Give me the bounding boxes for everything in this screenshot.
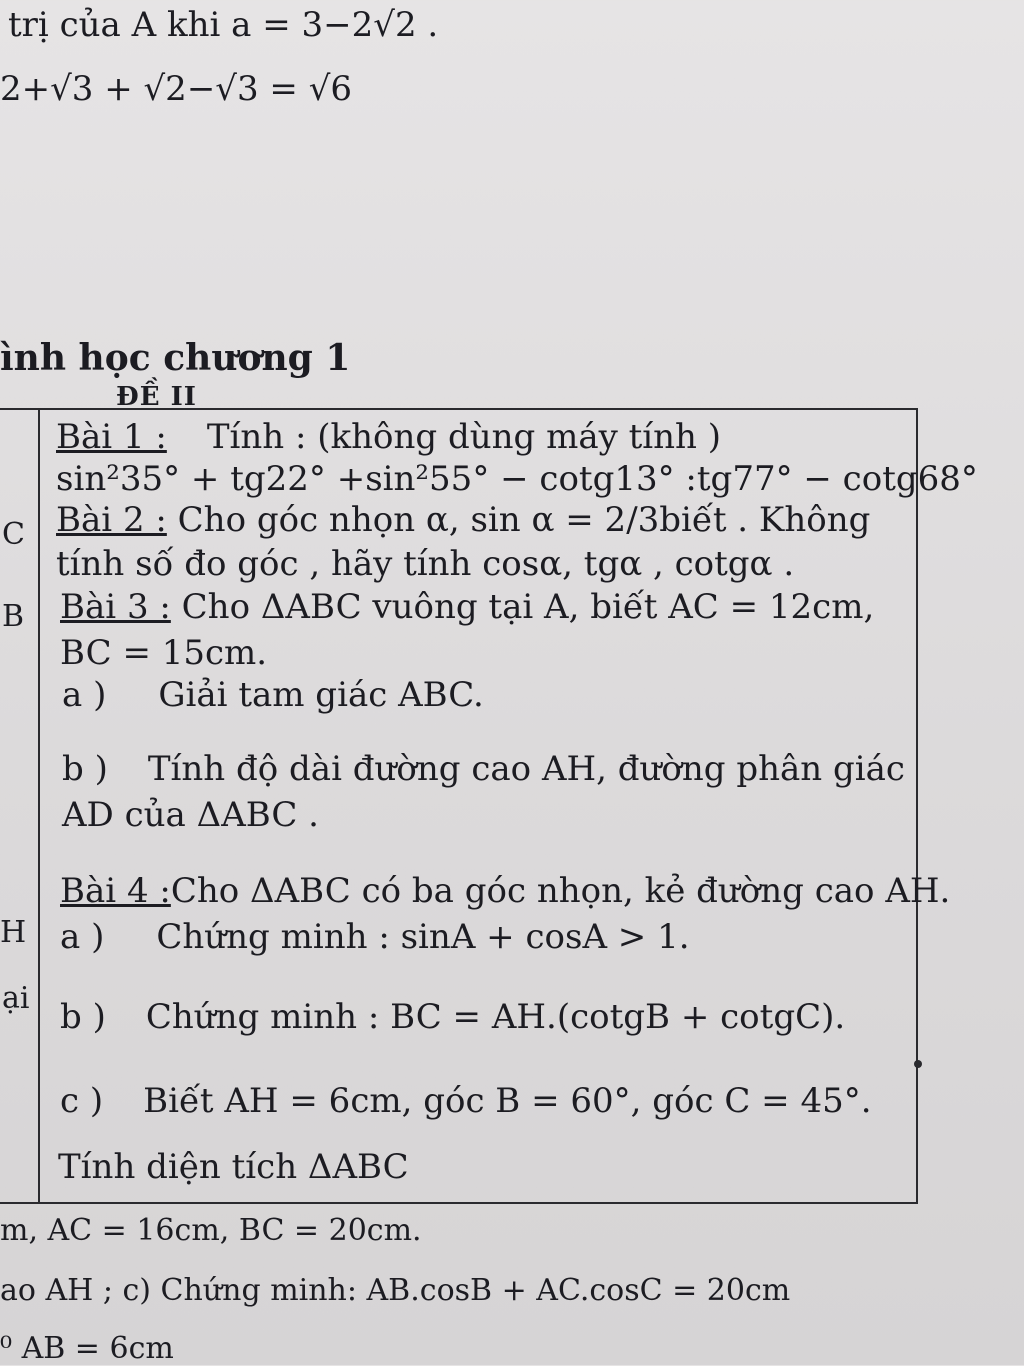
bai4-part-b (60, 997, 846, 1037)
ink-dot (914, 1060, 922, 1068)
bai4-part-a (60, 917, 690, 957)
bai1-header (56, 417, 722, 457)
bottom-line-2: ao AH ; c) Chứng minh: AB.cosB + AC.cosC = 20cm (0, 1273, 791, 1308)
bai2-line-1 (56, 500, 871, 540)
bai2-text: Cho góc nhọn α, sin α = 2/3biết . Không (166, 500, 871, 540)
bai4-b-label: b ) (60, 997, 106, 1037)
bai3-line-2: BC = 15cm. (60, 633, 268, 673)
bai3-b-label: b ) (62, 749, 108, 789)
bai4-part-c-line-2: Tính diện tích ΔABC (58, 1147, 409, 1187)
top-line-2: 2+√3 + √2−√3 = √6 (0, 69, 353, 109)
bai4-c-label: c ) (60, 1081, 104, 1121)
bai4-line-1 (60, 871, 951, 911)
bai3-part-b (62, 749, 905, 789)
bai4-a-label: a ) (60, 917, 105, 957)
bai3-text: Cho ΔABC vuông tại A, biết AC = 12cm, (170, 587, 875, 627)
bai3-part-b-line-2: AD của ΔABC . (62, 795, 319, 835)
bai3-a-text: Giải tam giác ABC. (158, 675, 484, 715)
bai3-label: Bài 3 : (60, 587, 171, 627)
bai3-line-1 (60, 587, 875, 627)
bai2-label: Bài 2 : (56, 500, 167, 540)
section-heading: ình học chương 1 (0, 337, 351, 379)
margin-letters-ai: ại (2, 981, 30, 1016)
bai4-text: Cho ΔABC có ba góc nhọn, kẻ đường cao AH. (170, 871, 951, 911)
bai3-a-label: a ) (62, 675, 107, 715)
bai3-part-a (62, 675, 484, 715)
column-divider (38, 408, 40, 1204)
bai4-part-c (60, 1081, 872, 1121)
bai4-a-text: Chứng minh : sinA + cosA > 1. (156, 917, 690, 957)
bai4-c-text: Biết AH = 6cm, góc B = 60°, góc C = 45°. (143, 1081, 872, 1121)
margin-letter-h: H (0, 915, 27, 950)
bai1-text: Tính : (không dùng máy tính ) (206, 417, 722, 457)
margin-letter-b: B (2, 599, 25, 634)
margin-letter-c: C (2, 517, 25, 552)
top-line-1: trị của A khi a = 3−2√2 . (8, 5, 439, 45)
bottom-line-3: ⁰ AB = 6cm (0, 1331, 174, 1366)
bai3-b-text: Tính độ dài đường cao AH, đường phân giác (147, 749, 905, 789)
exam-title: ĐỀ II (116, 382, 197, 412)
bai1-label: Bài 1 : (56, 417, 167, 457)
bottom-line-1: m, AC = 16cm, BC = 20cm. (0, 1213, 422, 1248)
bai2-line-2: tính số đo góc , hãy tính cosα, tgα , cotgα . (56, 544, 795, 584)
bai4-label: Bài 4 : (60, 871, 171, 911)
bai1-expression: sin²35° + tg22° +sin²55° − cotg13° :tg77° − cotg68° (56, 459, 978, 499)
bai4-b-text: Chứng minh : BC = AH.(cotgB + cotgC). (145, 997, 846, 1037)
